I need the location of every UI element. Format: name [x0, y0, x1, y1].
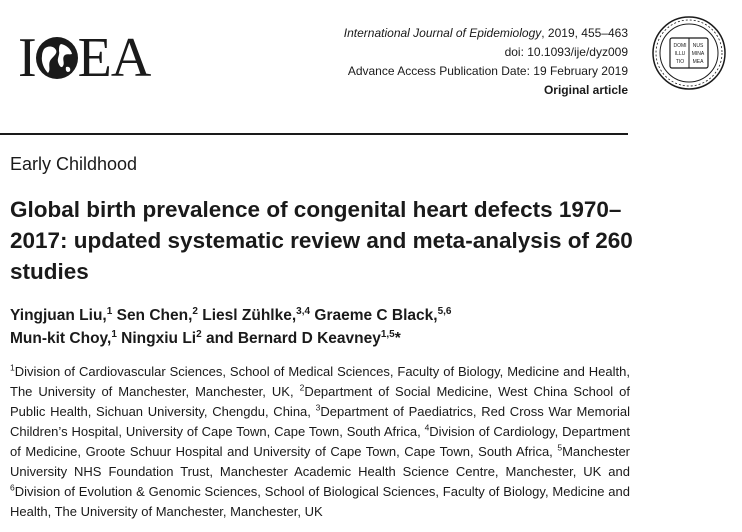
university-seal-icon — [650, 14, 728, 92]
logo-letters-ea: EA — [77, 27, 151, 89]
author-name: and Bernard D Keavney — [201, 330, 381, 347]
seal-text-mr: MINA — [691, 51, 705, 57]
doi: doi: 10.1093/ije/dyz009 — [504, 45, 628, 59]
author-name: Sen Chen, — [112, 307, 193, 324]
citation-line — [344, 24, 628, 43]
journal-logo — [18, 27, 151, 89]
seal-text-tl: DOMI — [673, 43, 687, 49]
journal-name: International Journal of Epidemiology — [343, 26, 542, 40]
seal-text-bl: TIO — [675, 59, 685, 65]
seal-text-br: MEA — [692, 59, 704, 65]
affiliation-number: 1 — [10, 362, 15, 373]
seal-text-ml: ILLU — [674, 51, 686, 57]
header-divider — [0, 133, 628, 135]
journal-volume-pages: , 2019, 455–463 — [541, 26, 628, 40]
affiliation-text: Department of Social Medicine, West China School of Public Health, Sichuan University, Chengdu, China, — [10, 384, 631, 419]
section-label: Early Childhood — [10, 154, 138, 174]
article-type: Original article — [543, 83, 628, 97]
affiliation-number: 6 — [10, 482, 15, 493]
affiliation-number: 2 — [299, 382, 305, 393]
author-affiliation-ref: 2 — [196, 328, 202, 340]
article-title: Global birth prevalence of congenital heart defects 1970–2017: updated systematic review and meta-analysis of 260 studies — [10, 197, 633, 284]
author-name: Yingjuan Liu, — [10, 307, 107, 324]
affiliation-number: 3 — [315, 402, 321, 413]
logo-letter-i: I — [18, 27, 36, 89]
author-name: Ningxiu Li — [116, 330, 197, 347]
author-affiliation-ref: 3,4 — [296, 305, 311, 317]
affiliation-text: Manchester University NHS Foundation Trust, Manchester Academic Health Science Centre, Manchester, UK and — [10, 444, 630, 479]
author-affiliation-ref: 1 — [106, 305, 113, 317]
corresponding-author-mark: * — [394, 330, 401, 347]
seal-text-tr: NUS — [692, 43, 704, 49]
author-name: Liesl Zühlke, — [197, 307, 297, 324]
author-name: Mun-kit Choy, — [10, 330, 112, 347]
author-affiliation-ref: 2 — [192, 305, 198, 317]
affiliation-text: Division of Evolution & Genomic Sciences, School of Biological Sciences, Faculty of Biology, Medicine and Health, The University of Manchester, Manchester, UK — [10, 484, 630, 519]
author-affiliation-ref: 1,5 — [380, 328, 395, 340]
affiliation-text: Division of Cardiology, Department of Medicine, Groote Schuur Hospital and University of Cape Town, Cape Town, South Africa, — [10, 424, 631, 459]
author-affiliation-ref: 1 — [111, 328, 117, 340]
affiliations — [10, 362, 630, 522]
author-affiliation-ref: 5,6 — [437, 305, 452, 317]
author-list — [10, 304, 630, 350]
affiliation-text: Department of Paediatrics, Red Cross War Memorial Children’s Hospital, University of Cape Town, Cape Town, South Africa, — [10, 404, 631, 439]
advance-access-date: Advance Access Publication Date: 19 February 2019 — [347, 64, 628, 78]
journal-citation — [344, 24, 628, 100]
affiliation-text: Division of Cardiovascular Sciences, School of Medical Sciences, Faculty of Biology, Medicine and Health, The University of Manchester, Manchester, UK, — [10, 364, 630, 399]
affiliation-number: 4 — [424, 422, 430, 433]
globe-icon — [34, 35, 80, 81]
affiliation-number: 5 — [557, 442, 563, 453]
author-name: Graeme C Black, — [310, 307, 438, 324]
